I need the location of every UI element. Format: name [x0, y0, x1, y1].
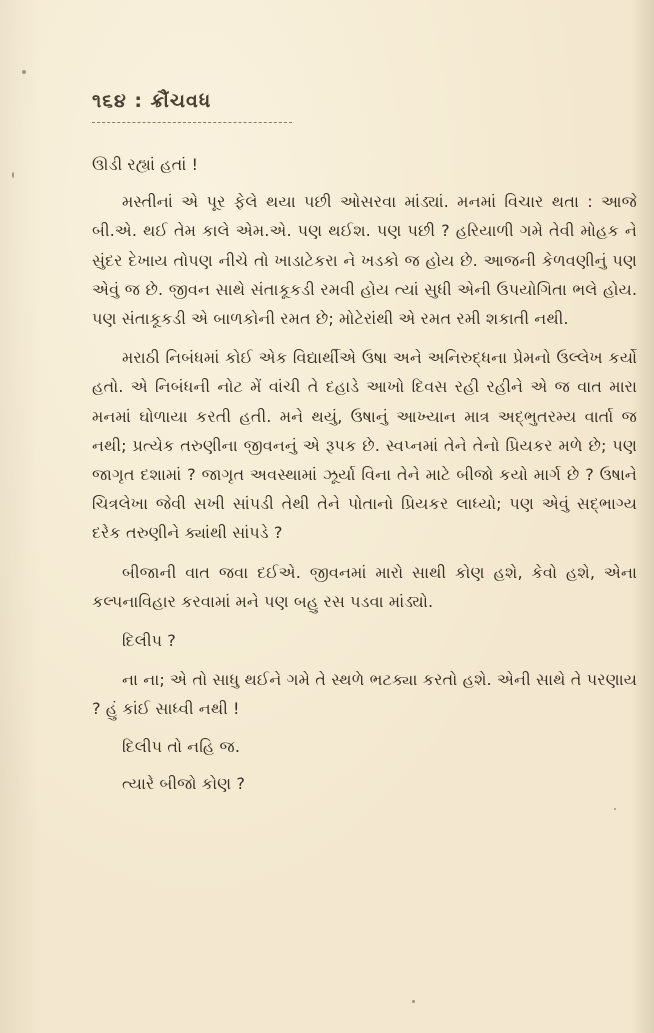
paragraph-2: મસ્તીનાં એ પૂર ફેલે થયા પછી ઓસરવા માંડ્યાં. મનમાં વિચાર થતા : આજે બી.એ. થઈ તેમ કાલે એમ.એ. પણ થઈશ. પણ પછી ? હરિયાળી ગમે તેવી મોહક ને સુંદર દેખાય તોપણ નીચે તો ખાડાટેકરા ને ખડકો જ હોય છે. આજની કેળવણીનું પણ એવું જ છે. જીવન સાથે સંતાકૂકડી રમવી હોય ત્યાં સુધી એની ઉપયોગિતા ભલે હોય. પણ સંતાકૂકડી એ બાળકોની રમત છે; મોટેરાંથી એ રમત રમી શકાતી નથી.	[92, 192, 637, 329]
paragraph-5: દિલીપ ?	[122, 631, 176, 651]
paragraph-4: બીજાની વાત જવા દઈએ. જીવનમાં મારો સાથી કોણ હશે, કેવો હશે, એના કલ્પનાવિહાર કરવામાં મને પણ બહુ રસ પડવા માંડ્યો.	[92, 562, 637, 611]
paragraph-7: દિલીપ તો નહિ જ.	[122, 736, 240, 756]
paper-speck	[614, 808, 616, 810]
paper-speck	[12, 172, 14, 178]
paper-speck	[22, 70, 26, 74]
paragraph-8: ત્યારે બીજો કોણ ?	[122, 773, 245, 793]
paragraph-6: ના ના; એ તો સાધુ થઈને ગમે તે સ્થળે ભટક્યા કરતો હશે. એની સાથે તે પરણાય ? હું કાંઈ સાધ્વી નથી !	[92, 670, 637, 719]
page-header: ૧૬૪ : ક્રૌંચવધ	[92, 90, 212, 112]
paragraph-3: મરાઠી નિબંધમાં કોઈ એક વિદ્યાર્થીએ ઉષા અને અનિરુદ્ધના પ્રેમનો ઉલ્લેખ કર્યો હતો. એ નિબંધની નોટ મેં વાંચી તે દહાડે આખો દિવસ રહી રહીને એ જ વાત મારા મનમાં ઘોળાયા કરતી હતી. મને થયું, ઉષાનું આખ્યાન માત્ર અદ્ભુતરમ્ય વાર્તા જ નથી; પ્રત્યેક તરુણીના જીવનનું એ રૂપક છે. સ્વપ્નમાં તેને તેનો પ્રિયકર મળે છે; પણ જાગૃત દશામાં ? જાગૃત અવસ્થામાં ઝૂર્યા વિના તેને માટે બીજો કયો માર્ગ છે ? ઉષાને ચિત્રલેખા જેવી સખી સાંપડી તેથી તેને પોતાનો પ્રિયકર લાધ્યો; પણ એવું સદ્ભાગ્ય દરેક તરુણીને ક્યાંથી સાંપડે ?	[92, 348, 637, 543]
paper-speck	[412, 1000, 415, 1003]
header-divider	[92, 122, 292, 123]
paragraph-1: ઊડી રહ્યાં હતાં !	[92, 155, 198, 174]
page-body	[92, 150, 637, 798]
